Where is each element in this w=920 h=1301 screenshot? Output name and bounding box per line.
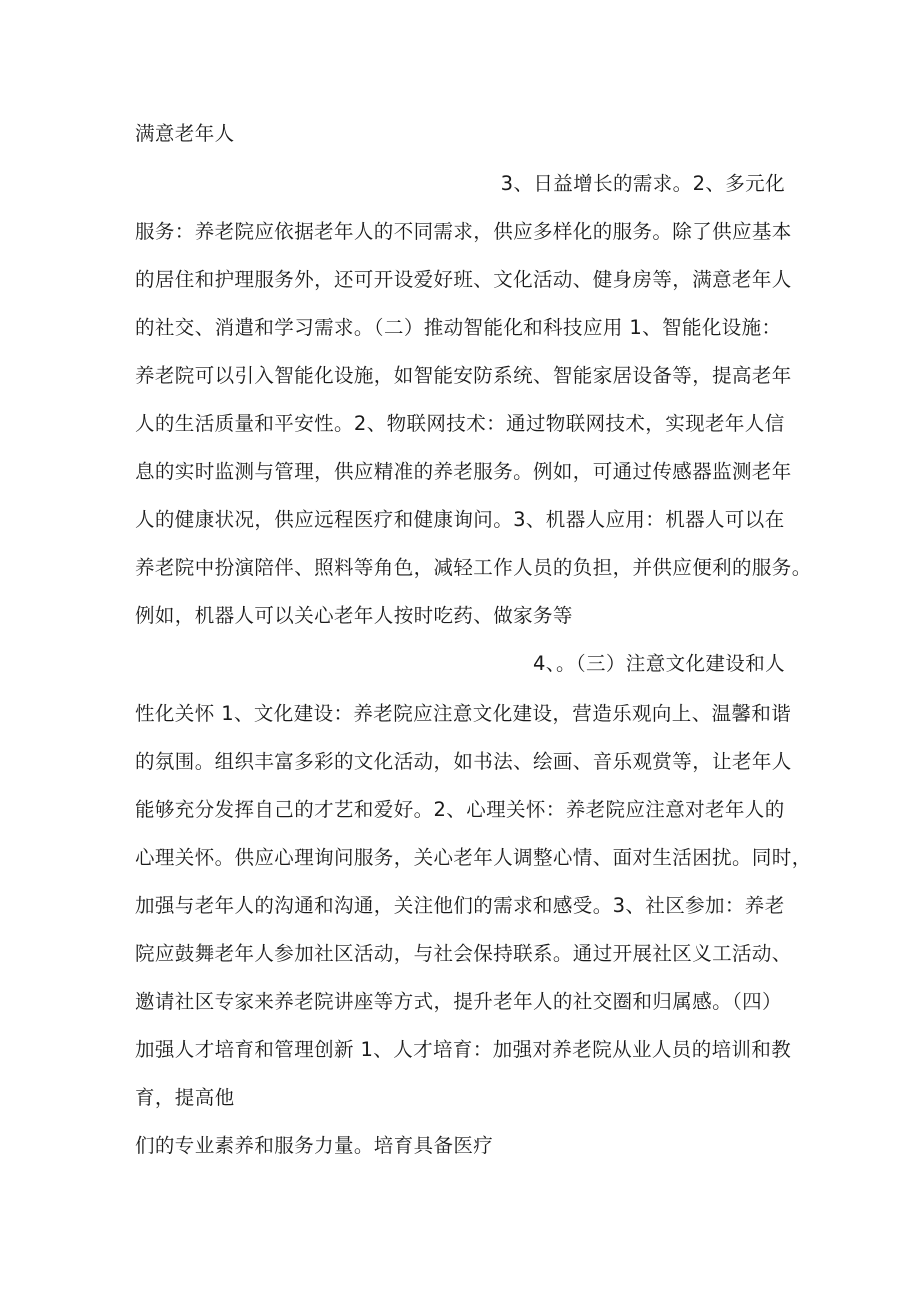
- text-line: 服务：养老院应依据老年人的不同需求，供应多样化的服务。除了供应基本: [135, 220, 792, 243]
- text-line: 加强人才培育和管理创新 1、人才培育：加强对养老院从业人员的培训和教: [135, 1038, 792, 1061]
- text-line: 养老院中扮演陪伴、照料等角色，减轻工作人员的负担，并供应便利的服务。: [135, 556, 812, 579]
- text-line: 例如，机器人可以关心老年人按时吃药、做家务等: [135, 604, 573, 627]
- text-line: 的社交、消遣和学习需求。（二）推动智能化和科技应用 1、智能化设施：: [135, 316, 782, 339]
- text-line: 3、日益增长的需求。2、多元化: [500, 172, 785, 195]
- text-line: 满意老年人: [135, 122, 235, 145]
- text-line: 人的健康状况，供应远程医疗和健康询问。3、机器人应用：机器人可以在: [135, 508, 785, 531]
- text-line: 的居住和护理服务外，还可开设爱好班、文化活动、健身房等，满意老年人: [135, 268, 792, 291]
- text-line: 能够充分发挥自己的才艺和爱好。2、心理关怀：养老院应注意对老年人的: [135, 798, 785, 821]
- text-line: 息的实时监测与管理，供应精准的养老服务。例如，可通过传感器监测老年: [135, 460, 792, 483]
- text-line: 养老院可以引入智能化设施，如智能安防系统、智能家居设备等，提高老年: [135, 364, 792, 387]
- text-line: 人的生活质量和平安性。2、物联网技术：通过物联网技术，实现老年人信: [135, 412, 785, 435]
- text-line: 们的专业素养和服务力量。培育具备医疗: [135, 1134, 494, 1157]
- text-line: 心理关怀。供应心理询问服务，关心老年人调整心情、面对生活困扰。同时，: [135, 846, 812, 869]
- text-line: 加强与老年人的沟通和沟通，关注他们的需求和感受。3、社区参加：养老: [135, 894, 785, 917]
- text-line: 院应鼓舞老年人参加社区活动，与社会保持联系。通过开展社区义工活动、: [135, 942, 792, 965]
- text-line: 邀请社区专家来养老院讲座等方式，提升老年人的社交圈和归属感。（四）: [135, 990, 782, 1013]
- text-line: 育，提高他: [135, 1086, 235, 1109]
- text-line: 的氛围。组织丰富多彩的文化活动，如书法、绘画、音乐观赏等，让老年人: [135, 750, 792, 773]
- text-line: 性化关怀 1、文化建设：养老院应注意文化建设，营造乐观向上、温馨和谐: [135, 702, 792, 725]
- text-line: 4、。（三）注意文化建设和人: [532, 652, 785, 675]
